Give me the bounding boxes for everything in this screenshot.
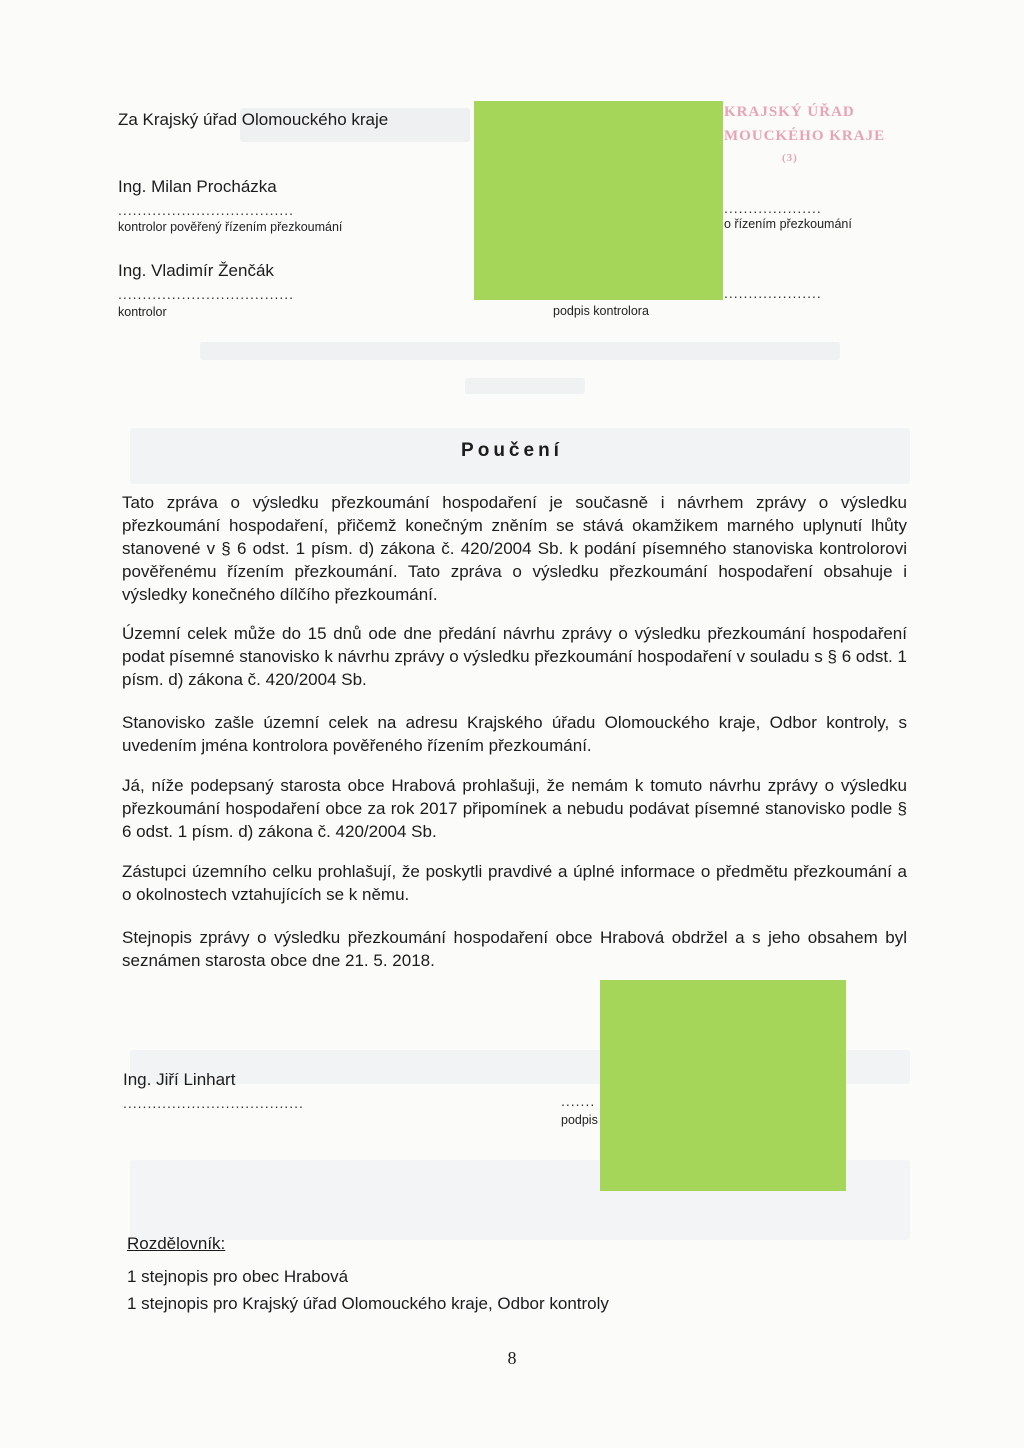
notice-paragraph-1: Tato zpráva o výsledku přezkoumání hospodaření je současně i návrhem zprávy o výsledku přezkoumání hospodaření, přičemž konečným zněním se stává okamžikem marného uplynutí lhůty stanovené v § 6 odst. 1 písm. d) zákona č. 420/2004 Sb. k podání písemného stanoviska kontrolorovi pověřenému řízením přezkoumání. Tato zpráva o výsledku přezkoumání hospodaření obsahuje i výsledky konečného dílčího přezkoumání. bbox=[122, 493, 907, 604]
bleed-through-shape bbox=[200, 342, 840, 360]
notice-paragraph-4: Já, níže podepsaný starosta obce Hrabová prohlašuji, že nemám k tomuto návrhu zprávy o výsledku přezkoumání hospodaření obce za rok 2017 připomínek a nebudu podávat písemné stanovisko podle § 6 odst. 1 písm. d) zákona č. 420/2004 Sb. bbox=[122, 776, 907, 841]
distribution-list bbox=[127, 1230, 609, 1317]
mayor-signature-label: podpis bbox=[561, 1113, 598, 1127]
inspector-1-right-dots: .................... bbox=[724, 200, 822, 216]
inspector-2-right-dots: .................... bbox=[724, 285, 822, 301]
inspector-1-name: Ing. Milan Procházka bbox=[118, 177, 277, 196]
redacted-signature-bottom bbox=[600, 980, 846, 1191]
notice-paragraph-6: Stejnopis zprávy o výsledku přezkoumání hospodaření obce Hrabová obdržel a s jeho obsahem byl seznámen starosta obce dne 21. 5. 2018. bbox=[122, 928, 907, 970]
authority-label: Za Krajský úřad Olomouckého kraje bbox=[118, 110, 389, 129]
inspector-1-role: kontrolor pověřený řízením přezkoumání bbox=[118, 220, 343, 234]
mayor-name: Ing. Jiří Linhart bbox=[123, 1070, 236, 1089]
notice-paragraph-5: Zástupci územního celku prohlašují, že poskytli pravdivé a úplné informace o předmětu přezkoumání a o okolnostech vztahujících se k němu. bbox=[122, 862, 907, 904]
inspector-1-signature-line: .................................... bbox=[118, 202, 295, 218]
distribution-title: Rozdělovník: bbox=[127, 1234, 226, 1253]
inspector-2-signature-line: .................................... bbox=[118, 286, 295, 302]
inspector-2-role: kontrolor bbox=[118, 305, 167, 319]
mayor-right-dots: ....... bbox=[561, 1093, 596, 1109]
notice-paragraph-3: Stanovisko zašle územní celek na adresu Krajského úřadu Olomouckého kraje, Odbor kontroly, s uvedením jména kontrolora pověřeného řízením přezkoumání. bbox=[122, 713, 907, 755]
distribution-item: 1 stejnopis pro obec Hrabová bbox=[127, 1267, 349, 1286]
office-stamp-line-2: MOUCKÉHO KRAJE bbox=[724, 128, 886, 144]
notice-heading: Poučení bbox=[461, 440, 563, 461]
inspector-1-role-right: o řízením přezkoumání bbox=[724, 217, 852, 231]
distribution-item: 1 stejnopis pro Krajský úřad Olomouckého kraje, Odbor kontroly bbox=[127, 1294, 609, 1313]
page-number: 8 bbox=[507, 1348, 517, 1368]
redacted-signature-top bbox=[474, 101, 723, 300]
signature-label-inspector: podpis kontrolora bbox=[553, 304, 649, 318]
bleed-through-shape bbox=[465, 378, 585, 394]
notice-paragraph-2: Územní celek může do 15 dnů ode dne předání návrhu zprávy o výsledku přezkoumání hospodaření podat písemné stanovisko k návrhu zprávy o výsledku přezkoumání hospodaření v souladu s § 6 odst. 1 písm. d) zákona č. 420/2004 Sb. bbox=[122, 624, 907, 689]
inspector-2-name: Ing. Vladimír Ženčák bbox=[118, 261, 274, 280]
office-stamp-line-1: KRAJSKÝ ÚŘAD bbox=[724, 104, 855, 120]
office-stamp-line-3: (3) bbox=[782, 152, 798, 164]
mayor-signature-line: ..................................... bbox=[123, 1095, 304, 1111]
